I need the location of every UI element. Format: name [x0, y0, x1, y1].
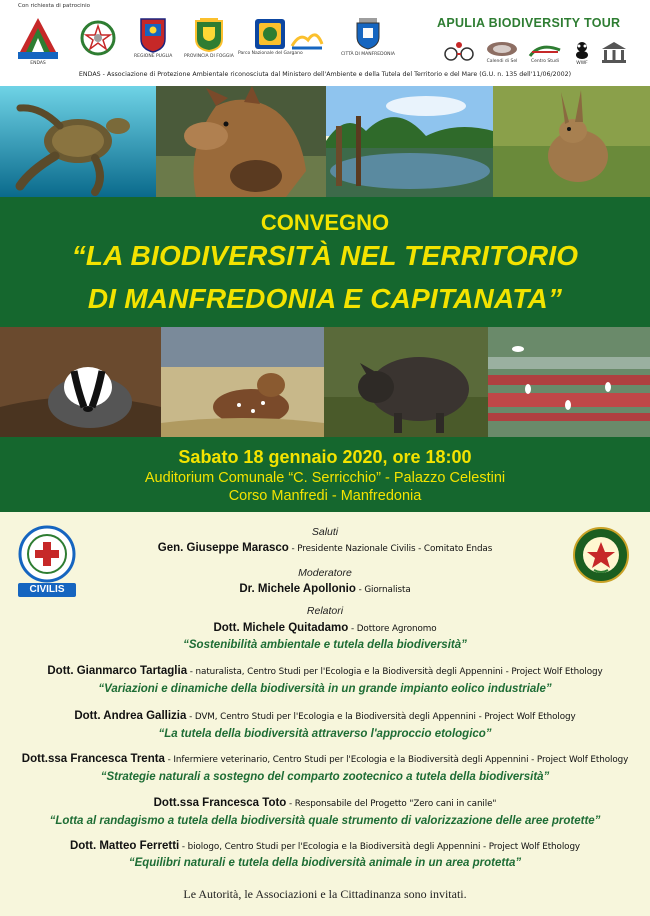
- museum-logo: [600, 40, 628, 64]
- lake-forest-photo: [326, 86, 493, 197]
- sea-turtle-photo: [0, 86, 156, 197]
- event-kicker: CONVEGNO: [260, 210, 390, 235]
- speaker-4: [0, 753, 650, 765]
- speaker-5-name: Dott.ssa Francesca Toto: [153, 797, 287, 809]
- provincia-foggia-logo: [184, 17, 234, 59]
- patronage-note: Con richiesta di patrocinio: [18, 3, 91, 9]
- wwf-caption: WWF: [576, 61, 588, 66]
- speaker-2-topic: “Variazioni e dinamiche della biodiversità in un grande impianto eolico industriale”: [98, 683, 552, 695]
- wetland-egrets-photo: [488, 327, 650, 437]
- saluti-label: Saluti: [311, 526, 339, 538]
- header: [0, 0, 650, 86]
- italian-republic-emblem: [80, 18, 116, 58]
- fawn-photo: [161, 327, 324, 437]
- saluti-speaker: [0, 542, 650, 554]
- wild-boar-photo: [324, 327, 488, 437]
- speaker-1-name: Dott. Michele Quitadamo: [213, 622, 349, 634]
- relatori-label: Relatori: [306, 605, 344, 617]
- wwf-logo: [572, 40, 592, 66]
- speaker-2-name: Dott. Gianmarco Tartaglia: [47, 665, 188, 677]
- endas-logo: [16, 14, 60, 66]
- endas-caption: ENDAS: [30, 61, 46, 66]
- speaker-1-desc: - Dottore Agronomo: [348, 624, 437, 634]
- speaker-4-name: Dott.ssa Francesca Trenta: [21, 753, 165, 765]
- calendi-logo: [485, 40, 519, 64]
- speaker-6-name: Dott. Matteo Ferretti: [69, 840, 180, 852]
- speaker-6: [0, 840, 650, 852]
- speaker-5-desc: - Responsabile del Progetto "Zero cani in canile": [286, 799, 497, 809]
- speaker-2: [0, 665, 650, 677]
- parco-gargano-caption: Parco Nazionale del Gargano: [238, 51, 303, 56]
- speaker-1-topic: “Sostenibilità ambientale e tutela della biodiversità”: [183, 639, 467, 651]
- closing-invitation: Le Autorità, le Associazioni e la Cittadinanza sono invitati.: [183, 887, 467, 901]
- citta-manfredonia-caption: CITTÀ DI MANFREDONIA: [341, 52, 395, 57]
- regione-puglia-logo: [134, 17, 172, 59]
- riserva-logo: [290, 28, 324, 50]
- centro-studi-caption: Centro Studi: [530, 59, 560, 64]
- saluti-name: Gen. Giuseppe Marasco: [157, 542, 289, 554]
- moderatore-speaker: [0, 583, 650, 595]
- speaker-3: [0, 710, 650, 722]
- event-date: Sabato 18 gennaio 2020, ore 18:00: [178, 447, 472, 467]
- speaker-4-topic: “Strategie naturali a sostegno del comparto zootecnico a tutela della biodiversità”: [100, 771, 550, 783]
- moderatore-name: Dr. Michele Apollonio: [239, 583, 356, 595]
- top-photo-strip: [0, 86, 650, 197]
- calendi-caption: Calendi di Sel: [486, 59, 518, 64]
- event-title-line1: “LA BIODIVERSITÀ NEL TERRITORIO: [71, 240, 579, 271]
- moderatore-desc: - Giornalista: [355, 585, 411, 595]
- speaker-3-desc: - DVM, Centro Studi per l'Ecologia e la Biodiversità degli Appennini - Project Wolf Ethology: [186, 712, 576, 722]
- civilis-label: CIVILIS: [18, 583, 76, 597]
- event-venue-line2: Corso Manfredi - Manfredonia: [228, 488, 422, 504]
- saluti-desc: - Presidente Nazionale Civilis - Comitato Endas: [288, 544, 493, 554]
- speaker-4-desc: - Infermiere veterinario, Centro Studi per l'Ecologia e la Biodiversità degli Appennini - Project Wolf Ethology: [164, 755, 629, 765]
- speaker-5-topic: “Lotta al randagismo a tutela della biodiversità quale strumento di valorizzazione delle aree protette”: [49, 815, 601, 827]
- biodiversity-logo: [443, 40, 475, 66]
- event-title-line2: DI MANFREDONIA E CAPITANATA”: [87, 283, 563, 314]
- provincia-foggia-caption: PROVINCIA DI FOGGIA: [184, 54, 234, 59]
- centro-studi-logo: [528, 40, 562, 64]
- event-venue-line1: Auditorium Comunale “C. Serricchio” - Palazzo Celestini: [144, 470, 506, 486]
- speaker-2-desc: - naturalista, Centro Studi per l'Ecologia e la Biodiversità degli Appennini - Project Wolf Ethology: [187, 667, 603, 677]
- speaker-6-topic: “Equilibri naturali e tutela della biodiversità animale in un area protetta”: [128, 857, 522, 869]
- speaker-3-name: Dott. Andrea Gallizia: [74, 710, 187, 722]
- regione-puglia-caption: REGIONE PUGLIA: [134, 54, 173, 59]
- tour-title: APULIA BIODIVERSITY TOUR: [437, 16, 621, 30]
- speaker-1: [0, 622, 650, 634]
- citta-manfredonia-logo: [341, 17, 395, 57]
- middle-photo-strip: [0, 327, 650, 437]
- speaker-5: [0, 797, 650, 809]
- speaker-6-desc: - biologo, Centro Studi per l'Ecologia e la Biodiversità degli Appennini - Project Wolf Ethology: [179, 842, 581, 852]
- wolf-photo: [156, 86, 326, 197]
- hare-photo: [493, 86, 650, 197]
- endas-recognition-line: ENDAS - Associazione di Protezione Ambientale riconosciuta dal Ministero dell'Ambiente e della Tutela del Territorio e del Mare (G.U. n. 135 dell'11/06/2002): [78, 71, 572, 78]
- badger-photo: [0, 327, 161, 437]
- moderatore-label: Moderatore: [298, 567, 352, 579]
- speaker-3-topic: “La tutela della biodiversità attraverso l'approccio etologico”: [158, 728, 492, 740]
